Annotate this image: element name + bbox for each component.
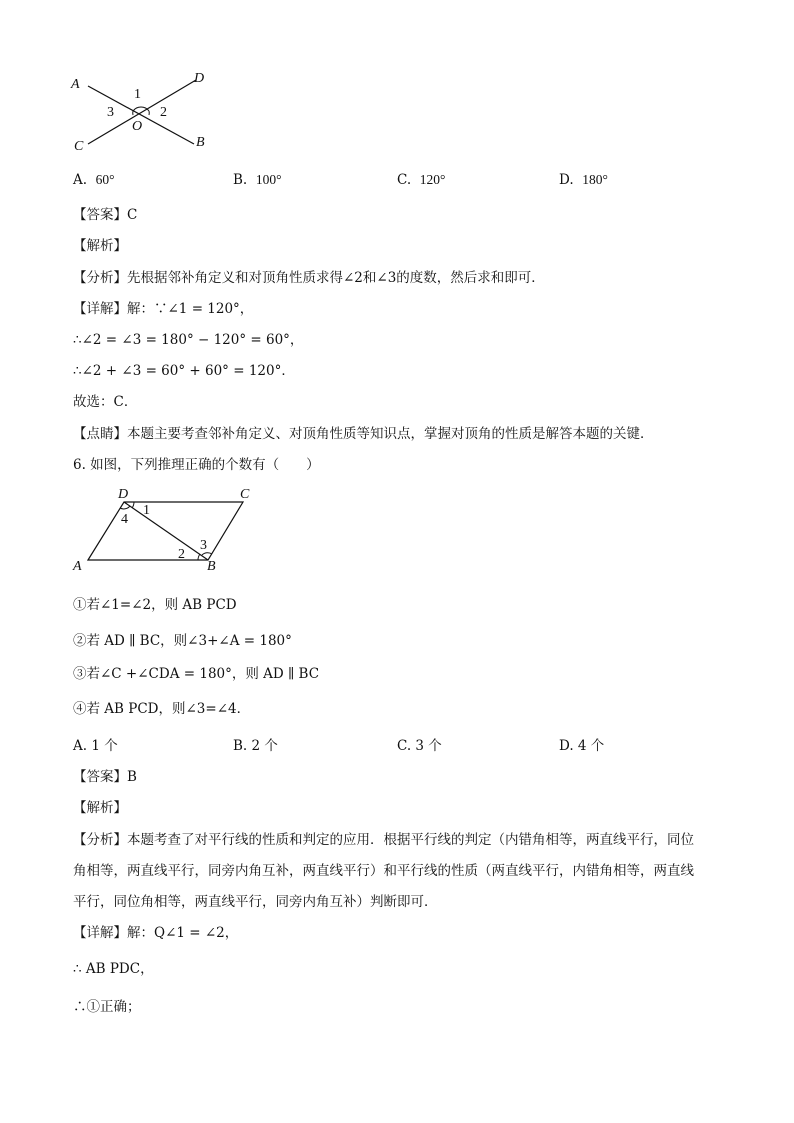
- q6-analysis-line-3: 平行，同位角相等，两直线平行，同旁内角互补）判断即可．: [73, 894, 438, 910]
- option-letter: D.: [559, 172, 574, 188]
- q6-option-b: B. 2 个: [233, 738, 278, 754]
- angle-2-label: 2: [160, 105, 167, 120]
- q5-option-a: [73, 172, 115, 188]
- point-a-label: A: [71, 77, 80, 92]
- q6-option-a: A. 1 个: [73, 738, 118, 754]
- angle-1-arc: [132, 502, 134, 508]
- q6-option-d: D. 4 个: [559, 738, 605, 754]
- angle-3-label: 3: [107, 105, 114, 120]
- angle-1-arc: [133, 107, 149, 111]
- intersecting-lines-figure: [60, 66, 220, 158]
- q6-analysis-line-1: 【分析】本题考查了对平行线的性质和判定的应用．根据平行线的判定（内错角相等，两直线平行，同位: [73, 832, 694, 848]
- diagonal-db: [124, 502, 208, 560]
- q6-stem: 6. 如图，下列推理正确的个数有（ ）: [73, 457, 320, 473]
- parallelogram-figure: [68, 482, 264, 576]
- point-a-label: A: [73, 559, 82, 574]
- point-d-label: D: [194, 71, 205, 86]
- q6-statement-1: ①若∠1=∠2，则 AB PCD: [73, 597, 237, 613]
- q5-detail-line-3: ∴∠2 + ∠3 = 60° + 60° = 120°．: [73, 363, 295, 379]
- line-ab: [88, 86, 194, 144]
- q6-detail-line-2: ∴ AB PDC，: [73, 961, 154, 977]
- q6-answer: 【答案】B: [73, 769, 137, 785]
- q5-detail-line-2: ∴∠2 = ∠3 = 180° − 120° = 60°，: [73, 332, 304, 348]
- option-letter: B.: [233, 172, 248, 188]
- q5-option-b: [233, 172, 281, 188]
- q5-analysis-heading: 【解析】: [73, 238, 127, 254]
- angle-3-arc: [202, 553, 212, 555]
- q6-statement-4: ④若 AB PCD，则∠3=∠4．: [73, 701, 251, 717]
- angle-1-label: 1: [143, 503, 150, 518]
- q6-detail-line-3: ∴①正确；: [73, 999, 141, 1015]
- q5-answer: 【答案】C: [73, 207, 138, 223]
- q6-statement-2: ②若 AD ∥ BC，则∠3+∠A = 180°: [73, 633, 292, 649]
- q5-option-c: [397, 172, 445, 188]
- option-value: 120°: [419, 172, 446, 187]
- q6-option-c: C. 3 个: [397, 738, 442, 754]
- option-value: 60°: [95, 172, 115, 187]
- q6-analysis-heading: 【解析】: [73, 800, 127, 816]
- point-c-label: C: [240, 487, 250, 502]
- line-cd: [88, 80, 196, 144]
- q6-statement-3: ③若∠C +∠CDA = 180°，则 AD ∥ BC: [73, 666, 320, 682]
- option-letter: A.: [73, 172, 88, 188]
- point-d-label: D: [118, 487, 129, 502]
- point-b-label: B: [207, 559, 216, 574]
- q5-detail-line-1: 【详解】解：∵∠1 = 120°，: [73, 301, 254, 317]
- q5-option-d: [559, 172, 608, 188]
- option-letter: C.: [397, 172, 412, 188]
- option-value: 100°: [255, 172, 282, 187]
- angle-1-label: 1: [134, 87, 141, 102]
- option-value: 180°: [582, 172, 608, 187]
- q6-analysis-line-2: 角相等，两直线平行，同旁内角互补，两直线平行）和平行线的性质（两直线平行，内错角相等，两直线: [73, 863, 694, 879]
- point-c-label: C: [74, 139, 84, 154]
- q6-detail-line-1: 【详解】解：Q∠1 = ∠2，: [73, 925, 239, 941]
- q5-analysis: 【分析】先根据邻补角定义和对顶角性质求得∠2和∠3的度数，然后求和即可．: [73, 270, 545, 286]
- q5-comment: 【点睛】本题主要考查邻补角定义、对顶角性质等知识点，掌握对顶角的性质是解答本题的关键．: [73, 426, 654, 442]
- angle-3-label: 3: [200, 538, 207, 553]
- point-o-label: O: [132, 119, 143, 134]
- point-b-label: B: [196, 135, 205, 150]
- angle-4-label: 4: [121, 512, 128, 527]
- angle-2-arc: [198, 554, 200, 560]
- angle-2-label: 2: [178, 547, 185, 562]
- q5-choose: 故选：C．: [73, 394, 138, 410]
